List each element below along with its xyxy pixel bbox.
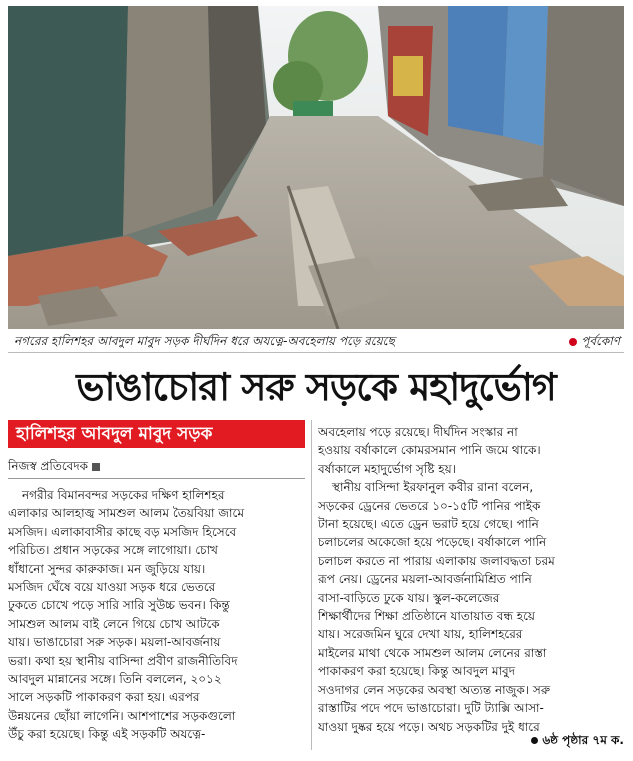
photo-credit	[569, 333, 620, 353]
article-line: যাওয়া দুষ্কর হয়ে পড়ে। অথচ সড়কটির দুই ধারে	[318, 719, 540, 734]
article-line: ধাঁধানো সুন্দর কারুকাজ। মন জুড়িয়ে যায়।	[8, 561, 206, 576]
byline-text: নিজস্ব প্রতিবেদক	[8, 459, 89, 473]
article-line: টানা হয়েছে। এতে ড্রেন ভরাট হয়ে গেছে। পানি	[318, 517, 539, 532]
byline-rule	[8, 478, 305, 479]
article-line: নগরীর বিমানবন্দর সড়কের দক্ষিণ হালিশহর	[22, 488, 225, 502]
article-line: উন্নয়নের ছোঁয়া লাগেনি। আশপাশের সড়কগুলো	[8, 708, 236, 723]
article-line: রাস্তাটির পদে পদে ভাঙাচোরা। দুটি ট্যাক্সি আসা-	[318, 701, 544, 716]
sub-headline-banner: হালিশহর আবদুল মাবুদ সড়ক	[8, 420, 305, 448]
article-line: যায়। ভাঙাচোরা সরু সড়ক। ময়লা-আবর্জনায়	[8, 635, 221, 650]
article-line: চলাচল করতে না পারায় এলাকায় জলাবদ্ধতা চরম	[318, 553, 555, 568]
article-line: চলাচলের অকেজো হয়ে পড়েছে। বর্ষাকালে পানি	[318, 535, 547, 550]
headline: ভাঙাচোরা সরু সড়কে মহাদুর্ভোগ	[76, 365, 556, 409]
article-line: ঢুকতে চোখে পড়ে সারি সারি সুউচ্চ ভবন। কিন্তু	[8, 598, 230, 613]
article-line: হওয়ায় বর্ষাকালে কোমরসমান পানি জমে থাকে।	[318, 443, 541, 458]
article-line: পরিচিত। প্রধান সড়কের সঙ্গে লাগোয়া। চোখ	[8, 543, 218, 558]
byline	[8, 456, 100, 476]
continuation-text: ৬ষ্ঠ পৃষ্ঠার ৭ম ক.	[542, 733, 624, 747]
article-line: আবদুল মান্নানের সঙ্গে। তিনি বললেন, ২০১২	[8, 672, 222, 687]
article-line: উঁচু করা হয়েছে। কিন্তু এই সড়কটি অযত্নে-	[8, 727, 206, 742]
article-line: রূপ নেয়। ড্রেনের ময়লা-আবর্জনামিশ্রিত পানি	[318, 572, 532, 587]
article-line: সওদাগর লেন সড়কের অবস্থা অত্যন্ত নাজুক। সরু	[318, 682, 551, 697]
article-line: পাকাকরণ করা হয়েছে। কিন্তু আবদুল মাবুদ	[318, 664, 516, 679]
article-line: বাসা-বাড়িতে ঢুকে যায়। স্কুল-কলেজের	[318, 590, 500, 605]
credit-dot-icon	[569, 338, 577, 346]
article-line: এলাকার আলহাজ্ব সামশুল আলম তৈয়বিয়া জামে	[8, 506, 245, 521]
article-column-left	[8, 486, 305, 744]
article-line: যায়। সরেজমিন ঘুরে দেখা যায়, হালিশহরের	[318, 627, 523, 642]
article-line: সালে সড়কটি পাকাকরণ করা হয়। এরপর	[8, 690, 200, 705]
article-line: অবহেলায় পড়ে রয়েছে। দীর্ঘদিন সংস্কার না	[318, 425, 518, 439]
article-line: ভরা। কথা হয় স্থানীয় বাসিন্দা প্রবীণ রাজনীতিবিদ	[8, 653, 238, 668]
article-line: মসজিদ ঘেঁষে বয়ে যাওয়া সড়ক ধরে ভেতরে	[8, 580, 216, 595]
article-line: বর্ষাকালে মহাদুর্ভোগ সৃষ্টি হয়।	[318, 461, 456, 476]
article-line: মাইলের মাথা থেকে সামশুল আলম লেনের রাস্তা	[318, 645, 547, 660]
article-line: মসজিদ। এলাকাবাসীর কাছে বড় মসজিদ হিসেবে	[8, 524, 237, 539]
photo-caption: নগরের হালিশহর আবদুল মাবুদ সড়ক দীর্ঘদিন ধরে অযত্নে-অবহেলায় পড়ে রয়েছে	[14, 334, 395, 348]
photo-caption-bar	[8, 330, 624, 353]
photo-credit-text: পূর্বকোণ	[581, 334, 620, 348]
column-divider	[311, 420, 312, 750]
continuation-note	[531, 732, 624, 752]
article-column-right	[318, 423, 624, 736]
article-line: শিক্ষার্থীদের শিক্ষা প্রতিষ্ঠানে যাতায়াত বন্ধ হয়ে	[318, 609, 535, 624]
street-photo-illustration	[8, 6, 624, 329]
article-line: সামশুল আলম বাই লেনে গিয়ে চোখ আটকে	[8, 616, 220, 631]
article-line: সড়কের ড্রেনের ভেতরে ১০-১৫টি পানির পাইক	[318, 498, 541, 513]
byline-square-icon	[92, 463, 100, 471]
continuation-dot-icon	[531, 737, 538, 744]
street-photo	[8, 6, 624, 329]
article-line: স্থানীয় বাসিন্দা ইরফানুল কবীর রানা বলেন,	[332, 480, 534, 495]
